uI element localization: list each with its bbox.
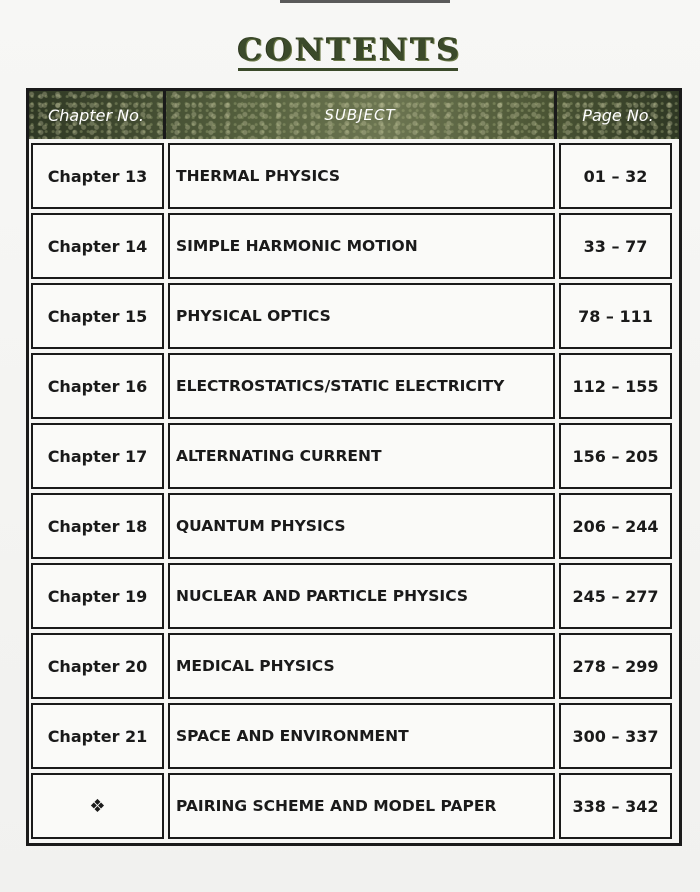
chapter-cell: Chapter 17 (31, 423, 164, 489)
table-row (29, 631, 679, 701)
chapter-cell: Chapter 15 (31, 283, 164, 349)
top-edge-line (280, 0, 450, 3)
table-row (29, 701, 679, 771)
pages-cell: 33 – 77 (559, 213, 672, 279)
header-chapter: Chapter No. (29, 91, 166, 139)
table-row (29, 771, 679, 841)
table-body (29, 141, 679, 841)
pages-cell: 78 – 111 (559, 283, 672, 349)
pages-cell: 278 – 299 (559, 633, 672, 699)
subject-cell: PAIRING SCHEME AND MODEL PAPER (168, 773, 555, 839)
subject-cell: SIMPLE HARMONIC MOTION (168, 213, 555, 279)
table-row (29, 281, 679, 351)
pages-cell: 338 – 342 (559, 773, 672, 839)
subject-cell: THERMAL PHYSICS (168, 143, 555, 209)
subject-cell: ALTERNATING CURRENT (168, 423, 555, 489)
contents-table (26, 88, 682, 846)
pages-cell: 01 – 32 (559, 143, 672, 209)
subject-cell: NUCLEAR AND PARTICLE PHYSICS (168, 563, 555, 629)
table-header (29, 91, 679, 139)
subject-cell: SPACE AND ENVIRONMENT (168, 703, 555, 769)
title-underline (238, 68, 458, 71)
chapter-cell: Chapter 20 (31, 633, 164, 699)
subject-cell: QUANTUM PHYSICS (168, 493, 555, 559)
chapter-cell: Chapter 19 (31, 563, 164, 629)
table-row (29, 141, 679, 211)
header-page: Page No. (582, 105, 654, 125)
diamond-bullet-icon: ❖ (31, 773, 164, 839)
table-row (29, 561, 679, 631)
chapter-cell: Chapter 14 (31, 213, 164, 279)
chapter-cell: Chapter 18 (31, 493, 164, 559)
page-title: CONTENTS (237, 32, 463, 68)
subject-cell: PHYSICAL OPTICS (168, 283, 555, 349)
table-row (29, 421, 679, 491)
pages-cell: 156 – 205 (559, 423, 672, 489)
subject-cell: ELECTROSTATICS/STATIC ELECTRICITY (168, 353, 555, 419)
chapter-cell: Chapter 16 (31, 353, 164, 419)
table-row (29, 211, 679, 281)
table-row (29, 491, 679, 561)
chapter-cell: Chapter 13 (31, 143, 164, 209)
subject-cell: MEDICAL PHYSICS (168, 633, 555, 699)
pages-cell: 206 – 244 (559, 493, 672, 559)
pages-cell: 245 – 277 (559, 563, 672, 629)
pages-cell: 112 – 155 (559, 353, 672, 419)
chapter-cell: Chapter 21 (31, 703, 164, 769)
pages-cell: 300 – 337 (559, 703, 672, 769)
header-subject: SUBJECT (166, 91, 557, 139)
table-row (29, 351, 679, 421)
